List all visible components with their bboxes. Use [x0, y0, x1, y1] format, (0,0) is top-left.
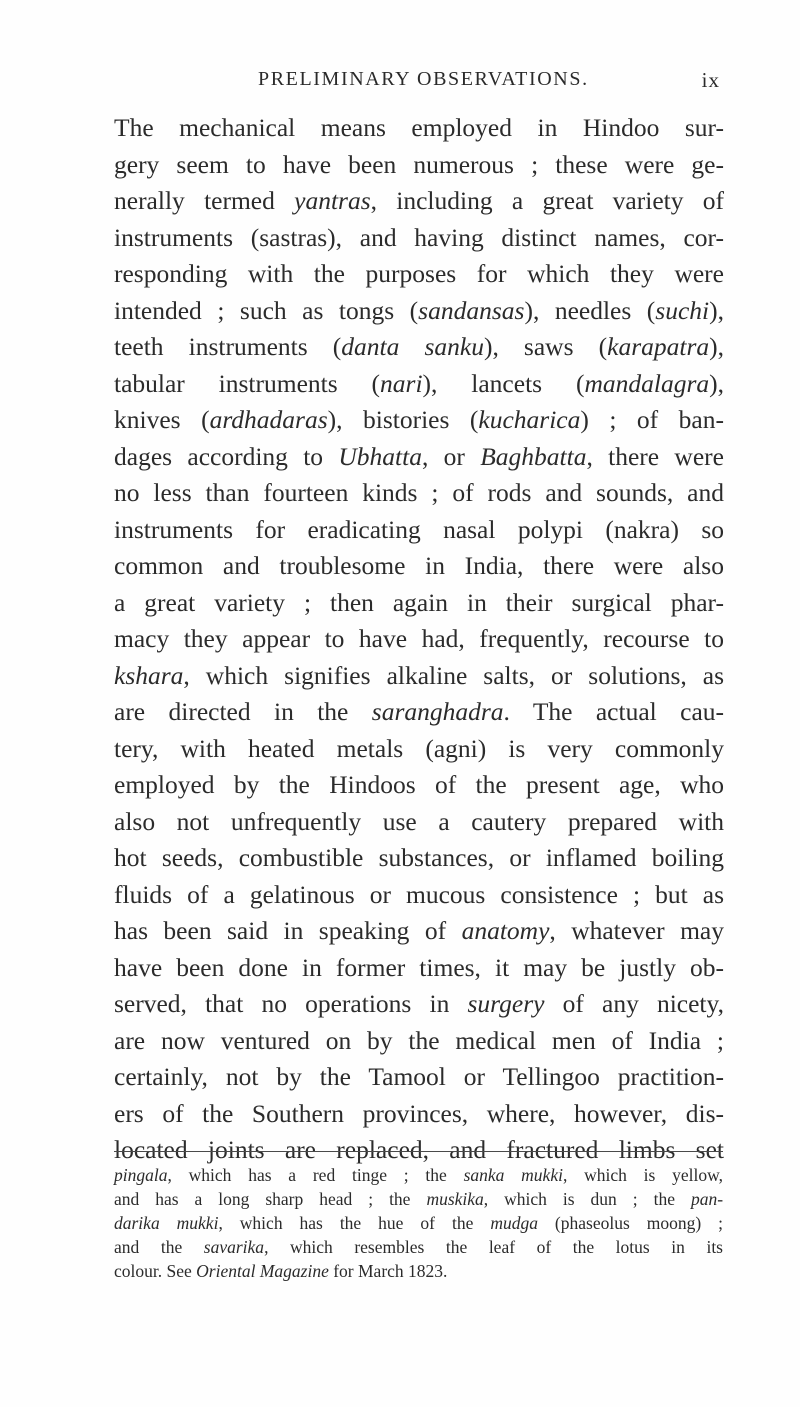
italic-term: sandansas	[418, 295, 525, 325]
italic-term: muskika	[426, 1189, 484, 1209]
body-line	[114, 840, 724, 877]
italic-term: surgery	[467, 989, 545, 1018]
text-run: The mechanical means employed in Hindoo sur-	[114, 113, 724, 142]
body-line	[114, 986, 724, 1023]
body-line	[114, 256, 724, 293]
text-run: employed by the Hindoos of the present age, who	[114, 770, 724, 799]
footnote-line	[114, 1163, 723, 1187]
body-line	[114, 658, 724, 695]
text-run: has been said in speaking of	[114, 916, 462, 945]
body-line	[114, 1023, 724, 1060]
body-line	[114, 548, 724, 585]
text-run: a great variety ; then again in their surgical phar-	[114, 587, 724, 617]
body-line	[114, 402, 724, 439]
body-line	[114, 767, 724, 804]
text-run: nerally termed	[114, 186, 295, 215]
body-line	[114, 110, 724, 147]
italic-term: pan-	[690, 1189, 724, 1209]
text-run: certainly, not by the Tamool or Tellingoo practition-	[114, 1062, 724, 1091]
italic-term: mandalagra	[584, 368, 710, 398]
italic-term: nari	[380, 368, 423, 398]
italic-term: kshara	[114, 660, 184, 690]
body-line	[114, 329, 724, 366]
footnote-line	[114, 1235, 723, 1259]
running-head-title: PRELIMINARY OBSERVATIONS.	[258, 68, 589, 90]
text-run: no less than fourteen kinds ; of rods and sounds, and	[114, 478, 724, 507]
text-run: responding with the purposes for which they were	[114, 259, 724, 288]
text-run: tery, with heated metals (agni) is very commonly	[114, 733, 724, 763]
text-run: ),	[709, 332, 724, 361]
page-number: ix	[701, 68, 720, 92]
italic-term: sanka mukki	[463, 1165, 563, 1185]
text-run: teeth instruments (	[114, 332, 342, 361]
body-line	[114, 475, 724, 512]
text-run: ),	[709, 368, 724, 398]
main-paragraph	[114, 110, 724, 1169]
text-run: intended ; such as tongs (	[114, 295, 419, 325]
text-run: ), saws (	[483, 332, 608, 361]
text-run: , which has the hue of the	[218, 1213, 491, 1233]
footnote-line	[114, 1259, 723, 1283]
text-run: served, that no operations in	[114, 989, 468, 1018]
italic-term: kucharica	[478, 405, 581, 434]
running-head	[0, 68, 800, 98]
italic-term: Ubhatta	[338, 441, 422, 471]
body-line	[114, 1059, 724, 1096]
footnote-rule	[114, 1151, 723, 1152]
text-run: , whatever may	[549, 916, 724, 945]
text-run: of any nicety,	[544, 989, 724, 1018]
italic-term: mudga	[490, 1213, 538, 1233]
text-run: , including a great variety of	[370, 186, 724, 215]
text-run: , which is dun ; the	[483, 1189, 691, 1209]
body-line	[114, 147, 724, 184]
italic-term: Oriental Magazine	[196, 1261, 329, 1281]
body-line	[114, 183, 724, 220]
text-run: gery seem to have been numerous ; these were ge-	[114, 149, 724, 179]
body-line	[114, 913, 724, 950]
italic-term: anatomy	[461, 916, 550, 945]
italic-term: danta sanku	[341, 332, 484, 361]
text-run: instruments (sastras), and having distinct names, cor-	[114, 222, 724, 252]
text-run: for March 1823.	[328, 1261, 448, 1281]
text-run: tabular instruments (	[114, 368, 381, 398]
text-run: are now ventured on by the medical men of India ;	[114, 1025, 724, 1055]
text-run: , there were	[586, 441, 724, 471]
body-line	[114, 621, 724, 658]
italic-term: pingala	[114, 1165, 168, 1185]
body-line	[114, 731, 724, 768]
text-run: , which resembles the leaf of the lotus in its	[264, 1237, 723, 1257]
body-line	[114, 220, 724, 257]
footnote	[114, 1163, 723, 1283]
text-run: , which signifies alkaline salts, or solutions, as	[183, 660, 724, 690]
italic-term: Baghbatta	[480, 441, 587, 471]
italic-term: savarika	[203, 1237, 265, 1257]
text-run: . The actual cau-	[503, 697, 725, 726]
body-line	[114, 1096, 724, 1133]
body-line	[114, 512, 724, 549]
body-line	[114, 804, 724, 841]
text-run: ), lancets (	[422, 368, 585, 398]
body-line	[114, 694, 724, 731]
text-run: knives (	[114, 405, 210, 434]
footnote-line	[114, 1187, 723, 1211]
body-line	[114, 950, 724, 987]
italic-term: ardhadaras	[209, 405, 328, 434]
text-run: fluids of a gelatinous or mucous consistence ; but as	[114, 879, 724, 909]
text-run: ) ; of ban-	[580, 405, 724, 434]
text-run: ), bistories (	[327, 405, 479, 434]
italic-term: darika mukki	[114, 1213, 219, 1233]
italic-term: suchi	[655, 295, 710, 325]
footnote-line	[114, 1211, 723, 1235]
text-run: ),	[709, 295, 724, 325]
italic-term: yantras	[294, 186, 371, 215]
text-run: ers of the Southern provinces, where, however, dis-	[114, 1098, 724, 1128]
text-run: located joints are replaced, and fractured limbs set	[114, 1135, 724, 1164]
body-line	[114, 366, 724, 403]
text-run: , or	[421, 441, 481, 471]
body-line	[114, 585, 724, 622]
italic-term: karapatra	[607, 332, 710, 361]
text-run: (phaseolus moong) ;	[537, 1213, 724, 1233]
text-run: , which has a red tinge ; the	[167, 1165, 464, 1185]
text-run: and has a long sharp head ; the	[114, 1189, 427, 1209]
body-line	[114, 439, 724, 476]
text-run: , which is yellow,	[562, 1165, 723, 1185]
text-run: instruments for eradicating nasal polypi (nakra) so	[114, 514, 724, 544]
body-line	[114, 877, 724, 914]
text-run: and the	[114, 1237, 204, 1257]
body-line	[114, 293, 724, 330]
text-run: macy they appear to have had, frequently, recourse to	[114, 624, 724, 653]
italic-term: saranghadra	[371, 697, 504, 726]
text-run: dages according to	[114, 441, 339, 471]
text-run: hot seeds, combustible substances, or inflamed boiling	[114, 843, 724, 872]
text-run: also not unfrequently use a cautery prepared with	[114, 806, 724, 836]
text-run: colour. See	[114, 1261, 197, 1281]
text-run: have been done in former times, it may be justly ob-	[114, 952, 724, 982]
text-run: ), needles (	[524, 295, 656, 325]
text-run: common and troublesome in India, there were also	[114, 551, 724, 580]
text-run: are directed in the	[114, 697, 372, 726]
